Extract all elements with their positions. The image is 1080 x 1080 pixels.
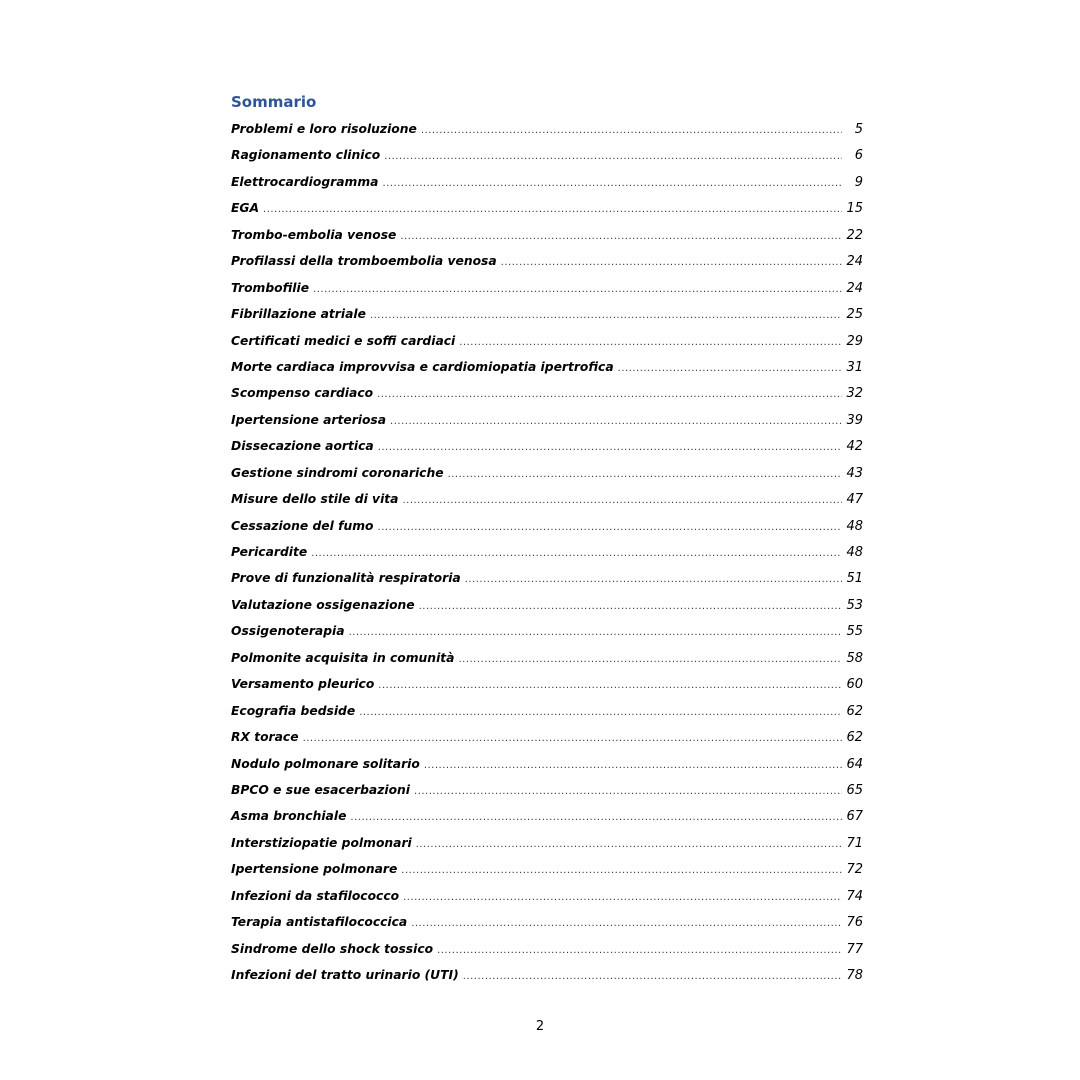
toc-entry[interactable] — [231, 598, 863, 624]
toc-entry[interactable] — [231, 439, 863, 465]
toc-entry-label[interactable]: Cessazione del fumo — [231, 518, 374, 533]
toc-entry[interactable] — [231, 360, 863, 386]
toc-entry[interactable] — [231, 175, 863, 201]
toc-entry-label[interactable]: Certificati medici e soffi cardiaci — [231, 333, 456, 348]
toc-entry-label[interactable]: Versamento pleurico — [231, 677, 375, 692]
toc-dot-leader — [421, 125, 842, 136]
toc-entry-page[interactable]: 47 — [846, 492, 863, 508]
toc-dot-leader — [401, 865, 842, 876]
toc-entry-label[interactable]: Problemi e loro risoluzione — [231, 122, 417, 136]
toc-dot-leader — [501, 257, 842, 268]
toc-entry-label[interactable]: BPCO e sue esacerbazioni — [231, 782, 411, 797]
toc-entry[interactable] — [231, 704, 863, 730]
toc-entry-page[interactable]: 31 — [846, 359, 863, 375]
toc-entry[interactable] — [231, 148, 863, 174]
toc-entry-label[interactable]: Ecografia bedside — [231, 703, 356, 718]
toc-entry-page[interactable]: 25 — [846, 307, 863, 323]
toc-dot-leader — [370, 310, 842, 321]
toc-entry-label[interactable]: Trombofilie — [231, 280, 310, 295]
toc-dot-leader — [377, 389, 842, 400]
toc-dot-leader — [402, 495, 842, 506]
toc-entry-page[interactable]: 51 — [846, 571, 863, 587]
toc-entry[interactable] — [231, 201, 863, 227]
toc-entry-label[interactable]: EGA — [231, 201, 260, 216]
toc-entry[interactable] — [231, 334, 863, 360]
toc-entry-page[interactable]: 60 — [846, 677, 863, 693]
toc-entry-page[interactable]: 42 — [846, 439, 863, 455]
toc-dot-leader — [458, 654, 842, 665]
toc-entry-label[interactable]: Nodulo polmonare solitario — [231, 756, 420, 771]
toc-entry-label[interactable]: Infezioni del tratto urinario (UTI) — [231, 968, 459, 982]
toc-dot-leader — [411, 918, 842, 929]
toc-entry-label[interactable]: Scompenso cardiaco — [231, 386, 374, 401]
toc-entry-label[interactable]: Gestione sindromi coronariche — [231, 465, 444, 480]
toc-entry-label[interactable]: Morte cardiaca improvvisa e cardiomiopatia ipertrofica — [231, 359, 614, 374]
toc-title: Sommario — [231, 93, 317, 111]
toc-entry[interactable] — [231, 836, 863, 862]
toc-entry-page[interactable]: 65 — [846, 782, 863, 798]
toc-entry[interactable] — [231, 254, 863, 280]
toc-dot-leader — [400, 231, 842, 242]
toc-entry[interactable] — [231, 519, 863, 545]
toc-entry[interactable] — [231, 466, 863, 492]
toc-entry-page[interactable]: 48 — [846, 545, 863, 560]
toc-entry[interactable] — [231, 413, 863, 439]
toc-entry[interactable] — [231, 307, 863, 333]
toc-entry-page[interactable]: 6 — [854, 148, 863, 164]
toc-entry-label[interactable]: Fibrillazione atriale — [231, 307, 366, 322]
toc-entry-page[interactable]: 64 — [846, 756, 863, 772]
toc-entry[interactable] — [231, 968, 863, 994]
toc-entry-page[interactable]: 72 — [846, 862, 863, 878]
toc-entry-page[interactable]: 53 — [846, 597, 863, 613]
toc-entry-label[interactable]: Prove di funzionalità respiratoria — [231, 571, 461, 586]
toc-entry-page[interactable]: 67 — [846, 809, 863, 825]
toc-dot-leader — [416, 839, 842, 850]
toc-entry[interactable] — [231, 624, 863, 650]
toc-entry[interactable] — [231, 942, 863, 968]
toc-entry[interactable] — [231, 651, 863, 677]
toc-entry[interactable] — [231, 545, 863, 571]
toc-entry[interactable] — [231, 809, 863, 835]
toc-entry-page[interactable]: 78 — [846, 968, 863, 983]
toc-entry[interactable] — [231, 915, 863, 941]
toc-entry-label[interactable]: Interstiziopatie polmonari — [231, 835, 412, 850]
toc-entry-page[interactable]: 55 — [846, 624, 863, 640]
toc-dot-leader — [378, 442, 842, 453]
toc-entry-label[interactable]: Pericardite — [231, 545, 308, 559]
toc-dot-leader — [378, 680, 842, 691]
toc-dot-leader — [382, 178, 842, 189]
toc-entry-page[interactable]: 77 — [846, 941, 863, 957]
toc-dot-leader — [419, 601, 842, 612]
toc-dot-leader — [459, 337, 842, 348]
toc-dot-leader — [378, 522, 842, 533]
toc-entry-label[interactable]: Misure dello stile di vita — [231, 492, 399, 507]
toc-entry-page[interactable]: 9 — [854, 174, 863, 190]
toc-entry-page[interactable]: 43 — [846, 465, 863, 481]
toc-dot-leader — [311, 548, 842, 559]
toc-entry-page[interactable]: 39 — [846, 412, 863, 428]
toc-entry-label[interactable]: Ipertensione arteriosa — [231, 412, 387, 427]
toc-dot-leader — [263, 204, 842, 215]
toc-entry[interactable] — [231, 122, 863, 148]
toc-entry-page[interactable]: 62 — [846, 703, 863, 719]
toc-dot-leader — [350, 812, 842, 823]
toc-dot-leader — [303, 733, 842, 744]
toc-dot-leader — [403, 892, 842, 903]
toc-list — [231, 122, 863, 994]
toc-entry-page[interactable]: 29 — [846, 333, 863, 349]
toc-entry[interactable] — [231, 862, 863, 888]
toc-entry-page[interactable]: 32 — [846, 386, 863, 402]
toc-dot-leader — [465, 574, 842, 585]
toc-dot-leader — [359, 707, 842, 718]
toc-entry-label[interactable]: Infezioni da stafilococco — [231, 888, 400, 903]
toc-dot-leader — [390, 416, 842, 427]
toc-entry-label[interactable]: Trombo-embolia venose — [231, 227, 397, 242]
toc-entry-label[interactable]: Ragionamento clinico — [231, 148, 381, 163]
toc-entry-page[interactable]: 76 — [846, 915, 863, 931]
toc-entry-label[interactable]: Profilassi della tromboembolia venosa — [231, 254, 497, 269]
toc-dot-leader — [618, 363, 842, 374]
toc-dot-leader — [424, 760, 842, 771]
toc-entry-page[interactable]: 62 — [846, 730, 863, 746]
toc-entry-page[interactable]: 48 — [846, 518, 863, 534]
toc-entry-page[interactable]: 74 — [846, 888, 863, 904]
toc-dot-leader — [463, 971, 842, 982]
toc-entry-label[interactable]: Terapia antistafilococcica — [231, 915, 408, 930]
toc-entry[interactable] — [231, 281, 863, 307]
toc-entry-label[interactable]: Ossigenoterapia — [231, 624, 345, 639]
toc-dot-leader — [437, 945, 842, 956]
toc-entry-page[interactable]: 24 — [846, 280, 863, 296]
toc-entry-label[interactable]: Asma bronchiale — [231, 809, 347, 824]
toc-entry-label[interactable]: Dissecazione aortica — [231, 439, 374, 454]
toc-entry-page[interactable]: 22 — [846, 227, 863, 243]
toc-entry[interactable] — [231, 757, 863, 783]
toc-entry[interactable] — [231, 783, 863, 809]
toc-entry-label[interactable]: Polmonite acquisita in comunità — [231, 650, 455, 665]
toc-entry[interactable] — [231, 386, 863, 412]
toc-entry[interactable] — [231, 571, 863, 597]
toc-entry-page[interactable]: 15 — [846, 201, 863, 217]
toc-entry-page[interactable]: 24 — [846, 254, 863, 270]
toc-entry[interactable] — [231, 492, 863, 518]
toc-entry-page[interactable]: 5 — [854, 122, 863, 137]
toc-dot-leader — [313, 284, 842, 295]
toc-entry-label[interactable]: RX torace — [231, 730, 299, 745]
toc-dot-leader — [448, 469, 842, 480]
toc-dot-leader — [349, 627, 842, 638]
toc-entry[interactable] — [231, 228, 863, 254]
toc-entry-label[interactable]: Valutazione ossigenazione — [231, 597, 415, 612]
toc-dot-leader — [384, 151, 842, 162]
toc-entry-page[interactable]: 58 — [846, 650, 863, 666]
toc-entry[interactable] — [231, 677, 863, 703]
toc-entry-label[interactable]: Ipertensione polmonare — [231, 862, 398, 877]
toc-entry-page[interactable]: 71 — [846, 835, 863, 851]
toc-dot-leader — [414, 786, 842, 797]
toc-entry-label[interactable]: Sindrome dello shock tossico — [231, 941, 434, 956]
page-number: 2 — [535, 1019, 545, 1034]
toc-entry[interactable] — [231, 730, 863, 756]
toc-entry[interactable] — [231, 889, 863, 915]
toc-entry-label[interactable]: Elettrocardiogramma — [231, 174, 379, 189]
